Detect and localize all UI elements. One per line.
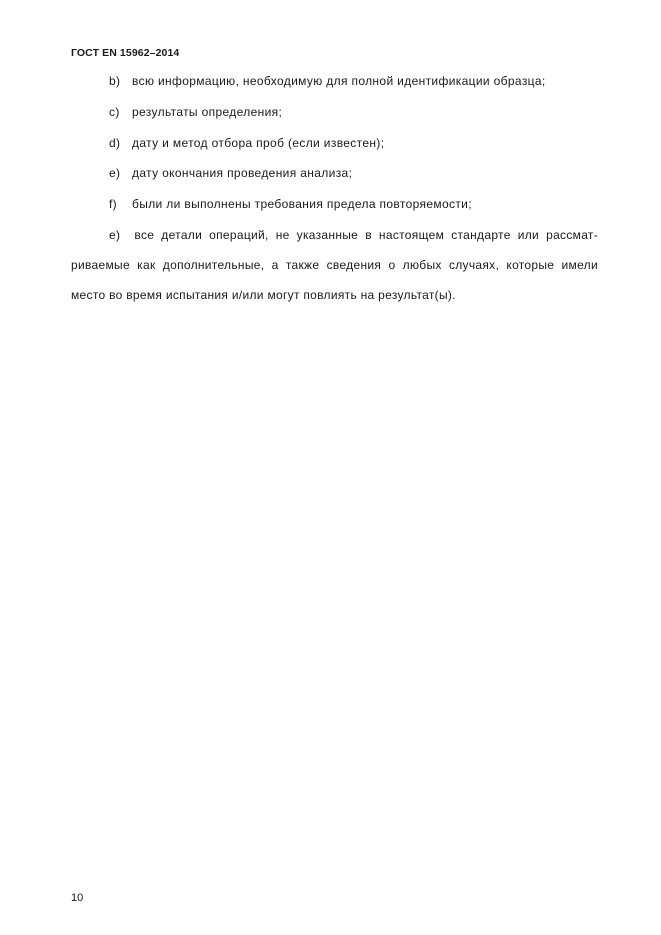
- list-marker: b): [109, 74, 121, 88]
- page-number: 10: [71, 892, 84, 904]
- list-item-text: результаты определения;: [132, 105, 283, 119]
- list-item-text: дату и метод отбора проб (если известен);: [132, 136, 385, 150]
- list-item-c: [109, 105, 282, 119]
- paragraph-line-3: место во время испытания и/или могут повлиять на результат(ы).: [71, 288, 456, 302]
- document-header: ГОСТ EN 15962–2014: [71, 47, 180, 59]
- list-item-f: [109, 197, 472, 211]
- list-marker: f): [109, 197, 118, 211]
- paragraph-marker: е): [109, 228, 121, 242]
- list-item-b: [109, 74, 546, 88]
- paragraph-line-text: все детали операций, не указанные в настоящем стандарте или рассмат-: [134, 228, 598, 242]
- list-item-e: [109, 166, 352, 180]
- list-item-text: были ли выполнены требования предела повторяемости;: [132, 197, 472, 211]
- paragraph-line-2: риваемые как дополнительные, а также сведения о любых случаях, которые имели: [71, 258, 598, 272]
- list-marker: c): [109, 105, 120, 119]
- list-item-d: [109, 136, 384, 150]
- paragraph-line-1: [109, 228, 598, 242]
- list-item-text: всю информацию, необходимую для полной идентификации образца;: [132, 74, 546, 88]
- list-marker: e): [109, 166, 121, 180]
- list-item-text: дату окончания проведения анализа;: [132, 166, 353, 180]
- list-marker: d): [109, 136, 121, 150]
